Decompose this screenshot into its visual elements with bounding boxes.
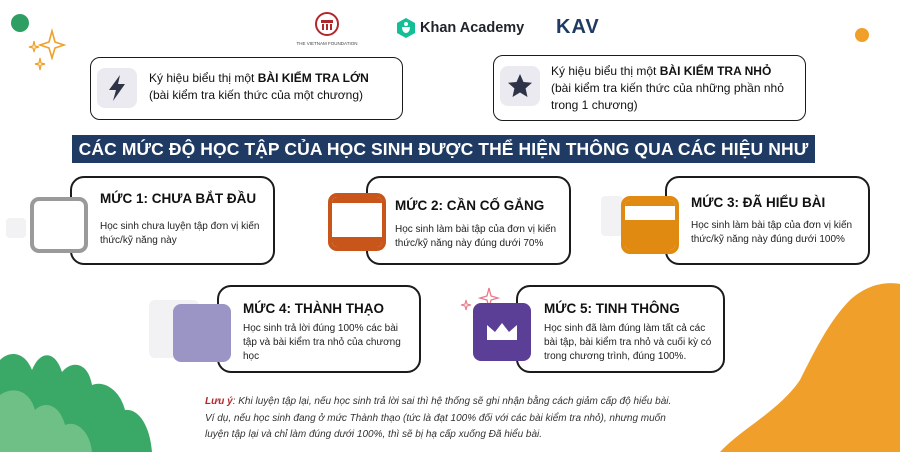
level-1-desc-line1: Học sinh chưa luyện tập đơn vị kiến [100,221,260,232]
sparkle-small-icon [29,41,39,52]
level-5-icon [473,303,531,361]
level-2-desc [395,223,570,251]
sparkle-small-icon [461,300,471,310]
level-1-shadow-tile [6,218,26,238]
levels-banner: CÁC MỨC ĐỘ HỌC TẬP CỦA HỌC SINH ĐƯỢC THỂ HIỆN THÔNG QUA CÁC HIỆU NHƯ [72,135,815,163]
level-4-card [217,285,421,373]
level-1-card [70,176,275,265]
level-3-desc [691,219,869,247]
level-2-icon-fill [332,237,382,247]
level-4-desc-line1: Học sinh trả lời đúng 100% các bài [243,323,398,334]
legend-big-test-text [149,70,399,104]
legend-small-test-bold: BÀI KIỂM TRA NHỎ [659,64,772,78]
star-icon-tile [500,66,540,106]
level-1-title: MỨC 1: CHƯA BẮT ĐẦU [100,191,257,206]
lightning-icon-tile [97,68,137,108]
kav-logo: KAV [556,16,600,38]
level-5-desc [544,322,724,364]
sparkle-small-icon [35,58,45,70]
legend-small-test-line2: (bài kiểm tra kiến thức của những phần nhỏ [551,81,784,95]
level-2-desc-line1: Học sinh làm bài tập của đơn vị kiến [395,224,557,235]
vietnam-foundation-emblem-icon [314,12,340,36]
orange-blob [720,283,900,452]
level-1-icon [30,197,88,253]
level-5-desc-line2: bài tập, bài kiểm tra nhỏ và cuối kỳ có [544,337,712,348]
level-3-title: MỨC 3: ĐÃ HIỂU BÀI [691,195,826,210]
khan-academy-hexagon-icon [397,18,415,38]
crown-icon [473,303,531,361]
level-5-title: MỨC 5: TINH THÔNG [544,301,680,316]
level-5-card [516,285,725,373]
level-5-desc-line3: trong chương trình, đúng 100%. [544,351,687,362]
level-1-desc [100,220,275,248]
legend-big-test-line2: (bài kiểm tra kiến thức của một chương) [149,88,364,102]
legend-big-test-bold: BÀI KIỂM TRA LỚN [257,71,369,85]
level-4-icon [173,304,231,362]
level-3-desc-line1: Học sinh làm bài tập của đơn vị kiến [691,220,853,231]
level-4-desc [243,322,419,364]
level-2-title: MỨC 2: CẦN CỐ GẮNG [395,198,545,213]
level-3-icon-fill [625,220,675,250]
note-line1: : Khi luyện tập lại, nếu học sinh trả lời sai thì hệ thống sẽ ghi nhận bằng cách giảm cấp độ hiểu bài. [232,396,672,407]
vietnam-foundation-caption: THE VIETNAM FOUNDATION [296,41,358,46]
orange-dot [855,28,869,42]
note-label: Lưu ý [205,396,233,407]
note-paragraph [205,394,705,444]
legend-small-test-text [551,63,801,114]
legend-small-test-card [493,55,806,121]
level-3-desc-line2: thức/kỹ năng này đúng dưới 100% [691,234,845,245]
khan-academy-wordmark: Khan Academy [420,20,525,36]
green-dot [11,14,29,32]
lightning-icon [97,68,137,108]
sparkle-icon [40,31,64,58]
level-4-desc-line3: học [243,351,260,362]
level-2-desc-line2: thức/kỹ năng này đúng dưới 70% [395,238,544,249]
level-3-shadow-tile [601,196,623,236]
level-2-icon [328,193,386,251]
level-1-desc-line2: thức/kỹ năng này [100,235,177,246]
level-4-title: MỨC 4: THÀNH THẠO [243,301,384,316]
level-5-desc-line1: Học sinh đã làm đúng làm tất cả các [544,323,706,334]
level-2-icon-top [332,197,382,203]
level-3-card [665,176,870,265]
legend-big-test-prefix: Ký hiệu biểu thị một [149,71,258,85]
level-3-icon [621,196,679,254]
legend-small-test-line3: trong 1 chương) [551,98,638,112]
vietnam-foundation-logo [292,12,362,44]
legend-big-test-card [90,57,403,120]
level-4-desc-line2: tập và bài kiểm tra nhỏ của chương [243,337,401,348]
level-2-card [366,176,571,265]
star-icon [500,66,540,106]
level-3-icon-top [625,200,675,206]
legend-small-test-prefix: Ký hiệu biểu thị một [551,64,660,78]
note-line3: luyện tập lại và chỉ làm đúng dưới 100%, thì sẽ bị hạ cấp xuống Đã hiểu bài. [205,429,543,440]
khan-academy-logo [397,17,524,39]
note-line2: Ví dụ, nếu học sinh đang ở mức Thành thạo (tức là đạt 100% đối với các bài kiểm tra nhỏ), nhưng muốn [205,412,666,424]
